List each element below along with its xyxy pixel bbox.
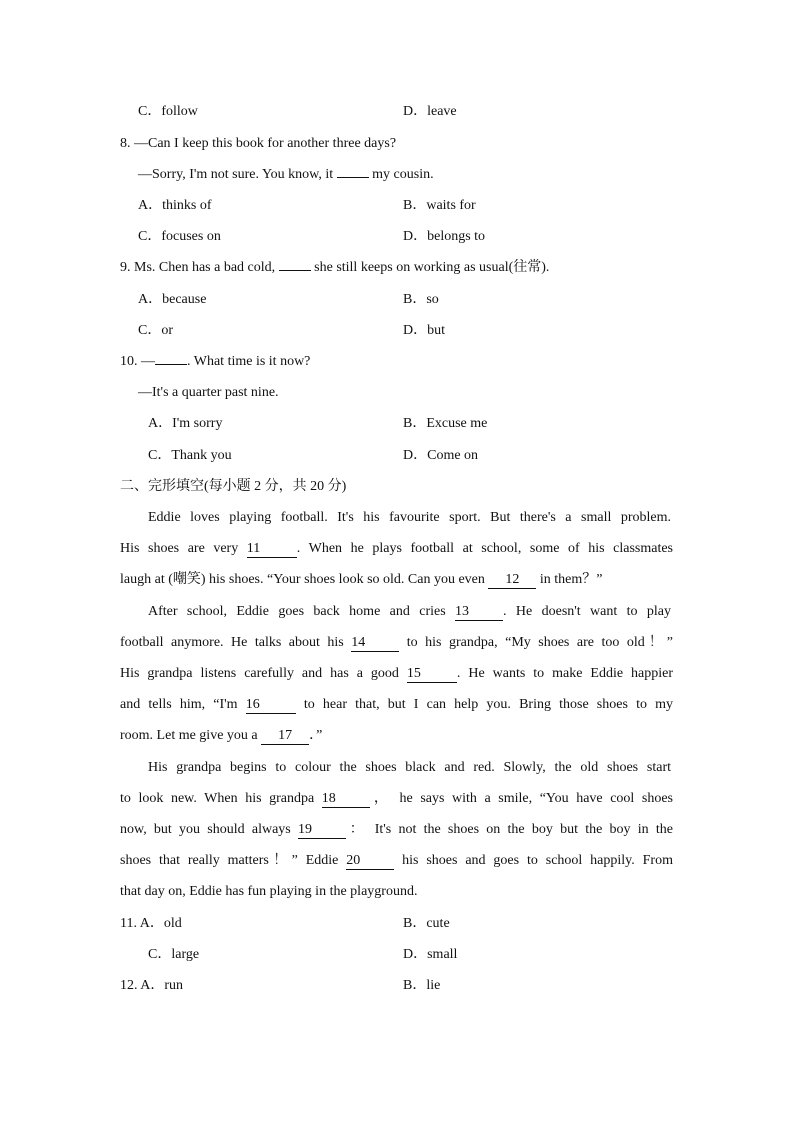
passage-text: ．”	[309, 728, 323, 743]
q7-option-d: D．leave	[403, 104, 457, 119]
q12-option-b: B．lie	[403, 978, 441, 993]
q11-option-a: 11. A．old	[120, 916, 182, 931]
q9-blank	[279, 270, 311, 271]
passage-text: his shoes and goes to school happily. From	[394, 853, 673, 868]
q10-option-d: D．Come on	[403, 448, 479, 463]
q8-option-c: C．focuses on	[138, 229, 221, 244]
passage-text: to hear that, but I can help you. Bring those shoes to my	[295, 697, 673, 712]
passage-text: football anymore. He talks about his	[120, 635, 352, 650]
passage-text: laugh at (嘲笑) his shoes. “Your shoes look so old. Can you even	[120, 572, 489, 587]
q9-option-c: C．or	[138, 323, 173, 338]
passage-text: to look new. When his grandpa	[120, 791, 322, 806]
passage-line: that day on, Eddie has fun playing in the playground.	[120, 884, 418, 899]
blank-16: 16	[246, 697, 296, 714]
q8-blank	[337, 177, 369, 178]
passage-line	[120, 727, 322, 745]
passage-text: in them？”	[536, 572, 603, 587]
passage-text: . He doesn't want to play	[503, 604, 671, 619]
passage-line	[120, 821, 673, 839]
q8-option-a: A．thinks of	[138, 198, 212, 213]
section-heading-cloze: 二、完形填空(每小题 2 分，共 20 分)	[120, 479, 347, 494]
passage-line	[120, 540, 673, 558]
passage-text: and tells him, “I'm	[120, 697, 246, 712]
passage-text: to his grandpa, “My shoes are too old！”	[399, 635, 673, 650]
q9-option-b: B．so	[403, 292, 439, 307]
passage-text: His shoes are very	[120, 541, 247, 556]
q8-reply-text: —Sorry, I'm not sure. You know, it	[138, 167, 337, 182]
passage-line	[120, 852, 673, 870]
q10-option-c: C．Thank you	[148, 448, 232, 463]
passage-line: His grandpa begins to colour the shoes black and red. Slowly, the old shoes start	[148, 760, 671, 775]
q9-stem	[120, 259, 549, 277]
blank-15: 15	[407, 666, 457, 683]
q10-reply: —It's a quarter past nine.	[138, 385, 279, 400]
passage-text: ， he says with a smile, “You have cool shoes	[369, 791, 674, 806]
blank-14: 14	[351, 635, 399, 652]
q10-option-a: A．I'm sorry	[148, 416, 223, 431]
q9-option-d: D．but	[403, 323, 445, 338]
q7-option-c: C．follow	[138, 104, 198, 119]
passage-line	[148, 603, 671, 621]
passage-text: . He wants to make Eddie happier	[456, 666, 674, 681]
blank-11: 11	[247, 541, 297, 558]
passage-text: His grandpa listens carefully and has a good	[120, 666, 407, 681]
q8-reply	[138, 166, 434, 184]
blank-19: 19	[298, 822, 346, 839]
blank-13: 13	[455, 604, 503, 621]
blank-20: 20	[346, 853, 394, 870]
blank-12: 12	[488, 572, 536, 589]
passage-text: ： It's not the shoes on the boy but the boy in the	[345, 822, 673, 837]
q9-option-a: A．because	[138, 292, 207, 307]
passage-text: now, but you should always	[120, 822, 298, 837]
q9-stem-text: 9. Ms. Chen has a bad cold,	[120, 260, 279, 275]
passage-line: Eddie loves playing football. It's his favourite sport. But there's a small problem.	[148, 510, 671, 525]
q8-option-b: B．waits for	[403, 198, 476, 213]
q8-reply-text-end: my cousin.	[368, 167, 434, 182]
blank-18: 18	[322, 791, 370, 808]
passage-line	[120, 634, 673, 652]
q10-stem-text-end: . What time is it now?	[187, 354, 311, 369]
passage-line	[120, 790, 673, 808]
passage-text: After school, Eddie goes back home and cries	[148, 604, 456, 619]
q11-option-d: D．small	[403, 947, 458, 962]
passage-text: shoes that really matters！” Eddie	[120, 853, 347, 868]
passage-line	[120, 571, 603, 589]
passage-line	[120, 665, 673, 683]
q10-stem-text: 10. —	[120, 354, 155, 369]
q12-option-a: 12. A．run	[120, 978, 183, 993]
q8-option-d: D．belongs to	[403, 229, 486, 244]
passage-line	[120, 696, 673, 714]
q8-stem: 8. —Can I keep this book for another three days?	[120, 136, 397, 151]
q10-stem	[120, 353, 310, 371]
q9-stem-text-end: she still keeps on working as usual(往常).	[310, 260, 550, 275]
q10-option-b: B．Excuse me	[403, 416, 488, 431]
q10-blank	[155, 364, 187, 365]
passage-text: . When he plays football at school, some of his classmates	[296, 541, 674, 556]
passage-text: room. Let me give you a	[120, 728, 262, 743]
q11-option-c: C．large	[148, 947, 200, 962]
blank-17: 17	[261, 728, 309, 745]
q11-option-b: B．cute	[403, 916, 450, 931]
